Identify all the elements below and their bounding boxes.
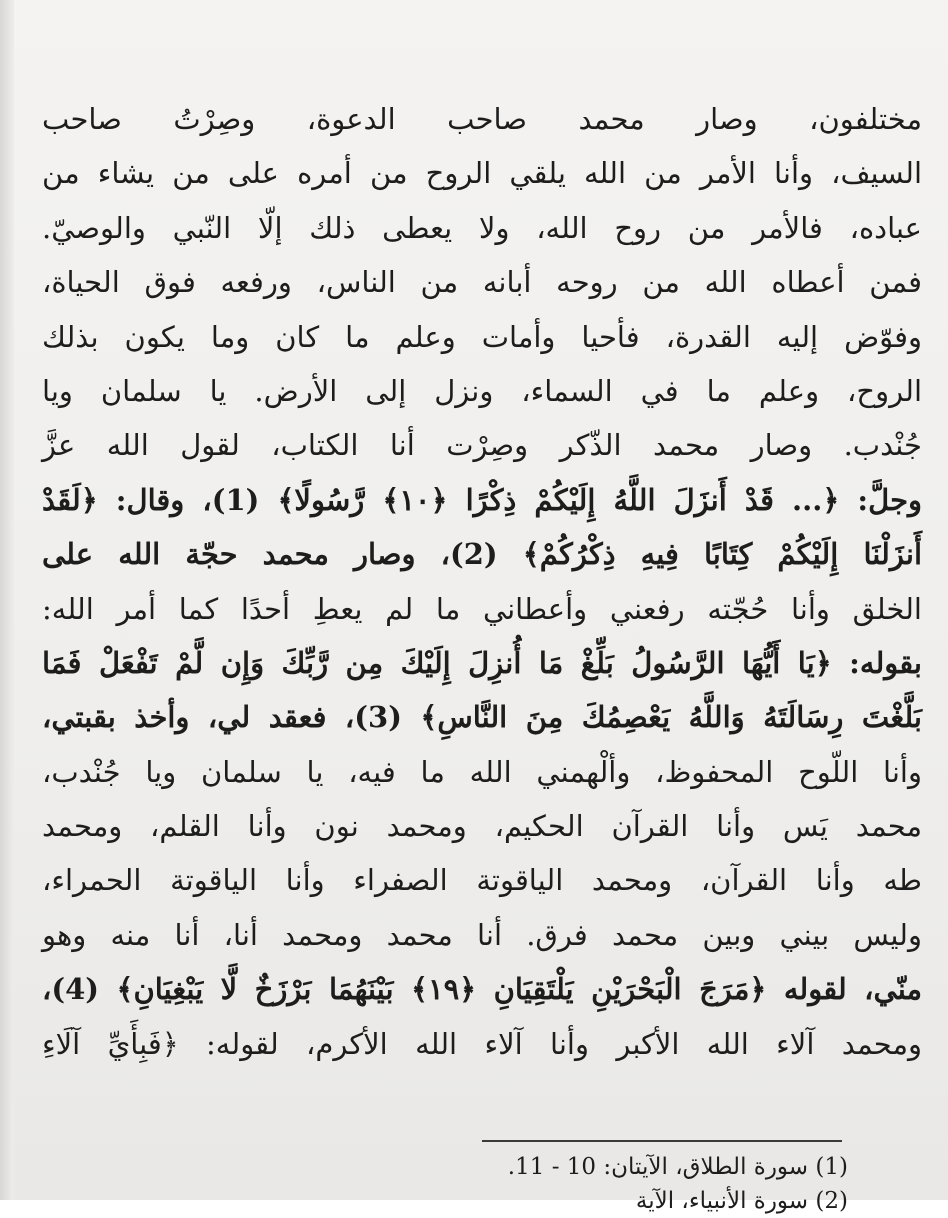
text-line: وليس بيني وبين محمد فرق. أنا محمد ومحمد أنا، أنا منه وهو <box>42 917 922 952</box>
text-line: مختلفون، وصار محمد صاحب الدعوة، وصِرْتُ صاحب <box>42 102 922 136</box>
text-line: عباده، فالأمر من روح الله، ولا يعطى ذلك إلّا النّبي والوصيّ. <box>42 210 922 245</box>
text-line: الروح، وعلم ما في السماء، ونزل إلى الأرض. يا سلمان ويا <box>42 373 922 408</box>
text-line: الخلق وأنا حُجّته رفعني وأعطاني ما لم يعطِ أحدًا كما أمر الله: <box>42 591 922 626</box>
text-line: فمن أعطاه الله من روحه أبانه من الناس، ورفعه فوق الحياة، <box>42 265 922 300</box>
text-line-quran: أَنزَلْنَا إِلَيْكُمْ كِتَابًا فِيهِ ذِكْرُكُمْ﴾ (2)، وصار محمد حجّة الله على <box>42 537 922 572</box>
text-line: وأنا اللّوح المحفوظ، وألْهمني الله ما فيه، يا سلمان ويا جُنْدب، <box>42 754 922 789</box>
footnote-divider <box>482 1140 842 1142</box>
text-line-quran: بقوله: ﴿يَا أَيُّهَا الرَّسُولُ بَلِّغْ مَا أُنزِلَ إِلَيْكَ مِن رَّبِّكَ وَإِن لَّمْ تَفْعَلْ فَمَا <box>42 645 922 680</box>
footnotes <box>508 1150 848 1218</box>
text-line-quran: وجلَّ: ﴿... قَدْ أَنزَلَ اللَّهُ إِلَيْكُمْ ذِكْرًا ﴿١٠﴾ رَّسُولًا﴾ (1)، وقال: ﴿لَقَدْ <box>42 482 922 517</box>
text-line: وفوّض إليه القدرة، فأحيا وأمات وعلم ما كان وما يكون بذلك <box>42 319 922 354</box>
footnote: (2) سورة الأنبياء، الآية <box>635 1188 848 1214</box>
page-gutter-shadow <box>0 0 14 1200</box>
text-line: السيف، وأنا الأمر من الله يلقي الروح من أمره على من يشاء من <box>42 156 922 191</box>
text-line: جُنْدب. وصار محمد الذّكر وصِرْت أنا الكتاب، لقول الله عزَّ <box>42 428 922 463</box>
text-line: محمد يَس وأنا القرآن الحكيم، ومحمد نون وأنا القلم، ومحمد <box>42 809 922 844</box>
main-text <box>42 92 922 1071</box>
text-line-quran: بَلَّغْتَ رِسَالَتَهُ وَاللَّهُ يَعْصِمُكَ مِنَ النَّاسِ﴾ (3)، فعقد لي، وأخذ بقبتي، <box>42 700 922 735</box>
text-line: ومحمد آلاء الله الأكبر وأنا آلاء الله الأكرم، لقوله: ﴿فَبِأَيِّ آلَاءِ <box>42 1026 922 1061</box>
text-line: طه وأنا القرآن، ومحمد الياقوتة الصفراء وأنا الياقوتة الحمراء، <box>42 863 922 898</box>
text-line-quran: منّي، لقوله ﴿مَرَجَ الْبَحْرَيْنِ يَلْتَقِيَانِ ﴿١٩﴾ بَيْنَهُمَا بَرْزَخٌ لَّا يَبْغِيَانِ﴾ (4)، <box>42 972 922 1007</box>
footnote: (1) سورة الطلاق، الآيتان: 10 - 11. <box>507 1154 848 1180</box>
